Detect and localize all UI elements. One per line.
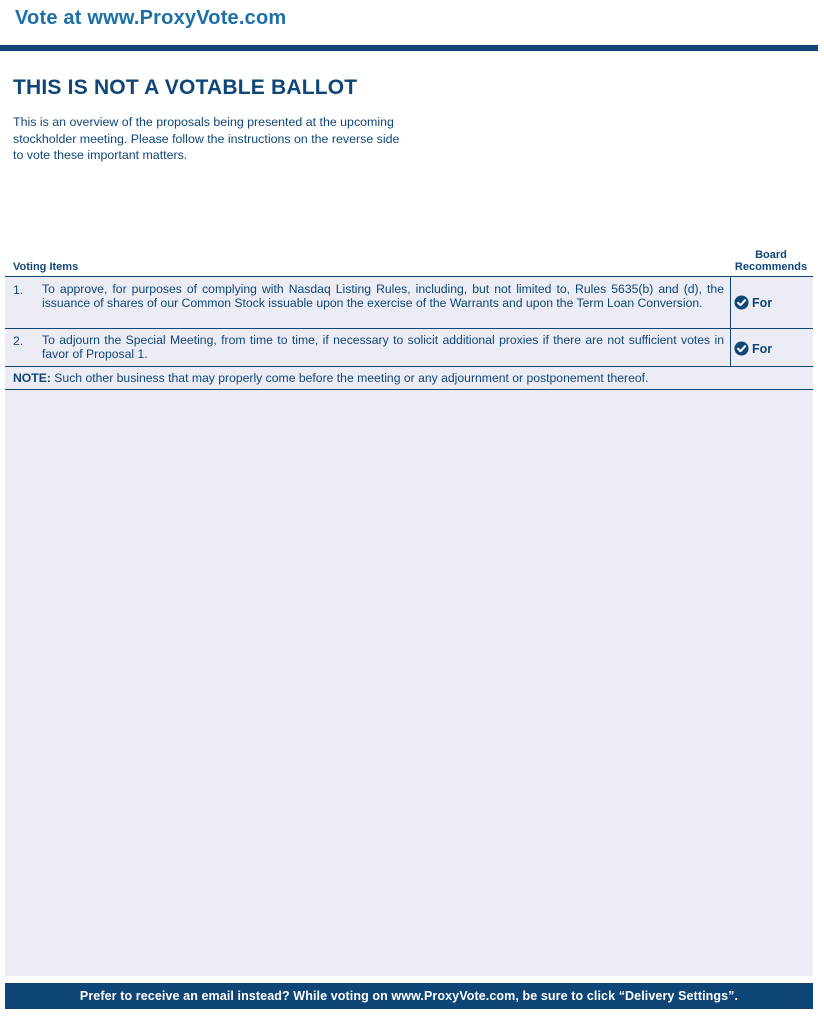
table-row	[5, 329, 813, 367]
board-recommends-heading: Board Recommends	[734, 249, 808, 273]
note-text	[13, 371, 648, 385]
voting-items-table	[5, 276, 813, 976]
header-divider	[0, 45, 818, 51]
page-title: THIS IS NOT A VOTABLE BALLOT	[13, 76, 358, 99]
check-circle-icon	[734, 341, 749, 356]
table-row	[5, 276, 813, 329]
item-text: To adjourn the Special Meeting, from time to time, if necessary to solicit additional proxies if there are not sufficient votes in favor of Proposal 1.	[42, 333, 724, 361]
item-text: To approve, for purposes of complying with Nasdaq Listing Rules, including, but not limited to, Rules 5635(b) and (d), the issuance of shares of our Common Stock issuable upon the exercise of the Warrants and upon the Term Loan Conversion.	[42, 282, 724, 310]
board-recommendation	[734, 341, 772, 356]
item-number: 2.	[13, 334, 24, 348]
recommendation-label: For	[752, 295, 773, 310]
intro-paragraph: This is an overview of the proposals being presented at the upcoming stockholder meeting. Please follow the instructions on the reverse side to vote these important matters.	[13, 115, 400, 162]
footer-text: Prefer to receive an email instead? While voting on www.ProxyVote.com, be sure to click “Delivery Settings”.	[79, 989, 739, 1003]
board-recommendation	[734, 295, 772, 310]
check-circle-icon	[734, 295, 749, 310]
note-label: NOTE:	[13, 371, 51, 385]
footer-banner	[5, 983, 813, 1009]
column-divider	[730, 277, 731, 328]
item-number: 1.	[13, 283, 24, 297]
note-row	[5, 367, 813, 390]
column-divider	[730, 329, 731, 366]
recommendation-label: For	[752, 341, 773, 356]
header-title: Vote at www.ProxyVote.com	[15, 7, 287, 29]
note-body: Such other business that may properly come before the meeting or any adjournment or postponement thereof.	[50, 371, 649, 385]
voting-items-heading: Voting Items	[13, 261, 79, 273]
